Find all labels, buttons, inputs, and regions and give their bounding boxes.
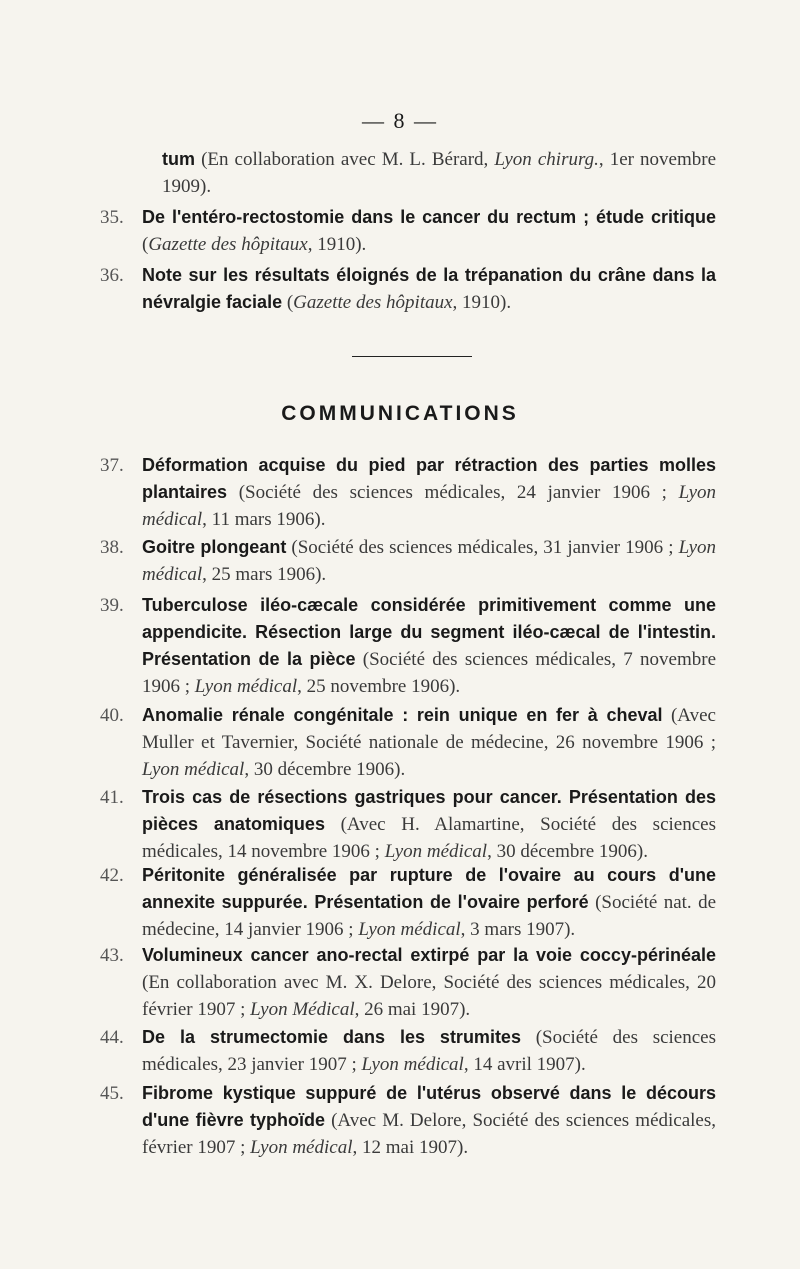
entry-source: (Société des sciences médicales, 24 janvier 1906 ; xyxy=(238,482,679,503)
entry-title: tum xyxy=(162,149,195,169)
entry-date: , 26 mai 1907). xyxy=(354,999,471,1020)
entry-date: , 14 avril 1907). xyxy=(463,1054,586,1075)
entry-journal: Lyon médical xyxy=(142,759,245,780)
entry-title: Trois cas de résections gastriques pour cancer. Présentation des pièces anatomiques xyxy=(142,787,716,834)
entry-title: Déformation acquise du pied par rétraction des parties molles plantaires xyxy=(142,455,716,502)
entry-journal: Lyon médical xyxy=(142,537,717,585)
entry-date: , 25 mars 1906). xyxy=(202,564,327,585)
entry-journal: Gazette des hôpitaux xyxy=(293,292,453,313)
entry-source: (Avec M. Delore, Société des sciences médicales, février 1907 ; xyxy=(142,1110,717,1158)
entry-source: (Avec Muller et Tavernier, Société nationale de médecine, 26 novembre 1906 ; xyxy=(142,705,716,753)
entry-36 xyxy=(100,262,716,316)
entry-source: (En collaboration avec M. L. Bérard, xyxy=(201,149,495,170)
entry-source: (Société des sciences médicales, 31 janvier 1906 ; xyxy=(291,537,679,558)
entry-source: ( xyxy=(286,292,294,313)
entry-journal: Lyon médical xyxy=(194,676,298,697)
entry-number: 36. xyxy=(100,265,124,286)
section-divider xyxy=(352,356,472,357)
entry-journal: Lyon chirurg. xyxy=(494,149,599,170)
entry-number: 45. xyxy=(100,1083,124,1104)
entry-journal: Gazette des hôpitaux xyxy=(148,234,308,255)
entry-42 xyxy=(100,862,716,943)
entry-number: 43. xyxy=(100,945,124,966)
entry-number: 35. xyxy=(100,207,124,228)
entry-source: (Avec H. Alamartine, Société des sciences médicales, 14 novembre 1906 ; xyxy=(142,814,716,862)
entry-title: Note sur les résultats éloignés de la trépanation du crâne dans la névralgie faciale xyxy=(142,265,716,312)
entry-date: , 1er novembre 1909). xyxy=(162,149,717,197)
entry-43 xyxy=(100,942,716,1023)
entry-source: (Société des sciences médicales, 23 janvier 1907 ; xyxy=(142,1027,716,1075)
entry-source: (Société des sciences médicales, 7 novembre 1906 ; xyxy=(142,649,716,697)
entry-journal: Lyon médical xyxy=(250,1137,353,1158)
entry-journal: Lyon Médical xyxy=(250,999,355,1020)
entry-source: ( xyxy=(142,234,149,255)
entry-number: 42. xyxy=(100,865,124,886)
entry-journal: Lyon médical xyxy=(358,919,461,940)
entry-40 xyxy=(100,702,716,783)
entry-source: (En collaboration avec M. X. Delore, Société des sciences médicales, 20 février 1907 ; xyxy=(142,972,716,1020)
section-heading: COMMUNICATIONS xyxy=(281,402,519,425)
entry-44 xyxy=(100,1024,716,1078)
entry-date: , 30 décembre 1906). xyxy=(487,841,648,862)
entry-date: , 30 décembre 1906). xyxy=(244,759,406,780)
entry-number: 38. xyxy=(100,537,124,558)
entry-date: , 3 mars 1907). xyxy=(460,919,576,940)
entry-35 xyxy=(100,204,716,258)
entry-number: 37. xyxy=(100,455,124,476)
entry-number: 44. xyxy=(100,1027,124,1048)
entry-date: , 11 mars 1906). xyxy=(202,509,326,530)
entry-title: Volumineux cancer ano-rectal extirpé par la voie coccy-périnéale xyxy=(142,945,716,965)
entry-date: , 12 mai 1907). xyxy=(352,1137,469,1158)
entry-journal: Lyon médical xyxy=(384,841,488,862)
entry-journal: Lyon médical xyxy=(361,1054,464,1075)
page-number: — 8 — xyxy=(362,108,438,133)
entry-number: 40. xyxy=(100,705,124,726)
entry-34-continuation xyxy=(100,146,716,200)
entry-title: De l'entéro-rectostomie dans le cancer du rectum ; étude critique xyxy=(142,207,716,227)
entry-title: Anomalie rénale congénitale : rein unique en fer à cheval xyxy=(142,705,663,725)
entry-title: Goitre plongeant xyxy=(142,537,287,557)
entry-date: , 1910). xyxy=(307,234,367,255)
entry-date: , 25 novembre 1906). xyxy=(297,676,461,697)
entry-title: Péritonite généralisée par rupture de l'ovaire au cours d'une annexite suppurée. Présentation de l'ovaire perforé xyxy=(142,865,716,912)
entry-45 xyxy=(100,1080,716,1161)
entry-37 xyxy=(100,452,716,533)
entry-date: , 1910). xyxy=(452,292,512,313)
entry-number: 39. xyxy=(100,595,124,616)
entry-39 xyxy=(100,592,716,700)
entry-title: Fibrome kystique suppuré de l'utérus observé dans le décours d'une fièvre typhoïde xyxy=(142,1083,716,1130)
entry-41 xyxy=(100,784,716,865)
entry-source: (Société nat. de médecine, 14 janvier 1906 ; xyxy=(142,892,717,940)
entry-38 xyxy=(100,534,716,588)
entry-title: De la strumectomie dans les strumites xyxy=(142,1027,521,1047)
entry-title: Tuberculose iléo-cæcale considérée primitivement comme une appendicite. Résection large du segment iléo-cæcal de l'intestin. Présentation de la pièce xyxy=(142,595,716,669)
entry-journal: Lyon médical xyxy=(142,482,716,530)
entry-number: 41. xyxy=(100,787,124,808)
